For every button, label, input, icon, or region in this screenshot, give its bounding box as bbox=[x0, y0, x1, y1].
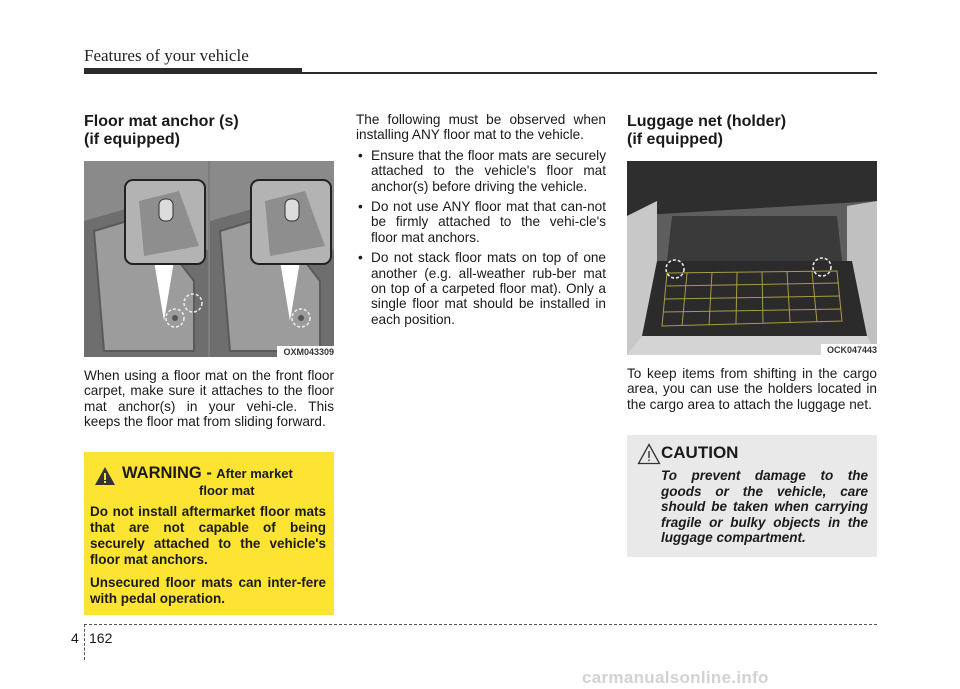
heading-line-1: Floor mat anchor (s) bbox=[84, 113, 239, 130]
figure-code: OCK047443 bbox=[821, 344, 877, 355]
list-item: • Do not use ANY floor mat that can-not be firmly attached to the vehi-cle's floor mat anchors. bbox=[356, 199, 606, 245]
chapter-number: 4 bbox=[71, 630, 79, 646]
caution-box bbox=[627, 435, 877, 557]
warning-triangle-icon bbox=[94, 466, 116, 486]
list-item: • Ensure that the floor mats are securely attached to the vehicle's floor mat anchor(s) before driving the vehicle. bbox=[356, 148, 606, 194]
caution-title: CAUTION bbox=[661, 443, 739, 462]
observe-intro: The following must be observed when installing ANY floor mat to the vehicle. bbox=[356, 112, 606, 143]
heading-line-1: Luggage net (holder) bbox=[627, 113, 787, 130]
caution-body: To prevent damage to the goods or the vehicle, care should be taken when carrying fragile or bulky objects in the luggage compartment. bbox=[661, 468, 868, 546]
section-heading bbox=[84, 113, 334, 149]
warning-paragraph-2: Unsecured floor mats can inter-fere with pedal operation. bbox=[90, 575, 326, 606]
caution-triangle-icon bbox=[637, 443, 661, 465]
warning-subtitle-2: floor mat bbox=[199, 483, 255, 498]
section-heading bbox=[627, 113, 877, 149]
luggage-net-photo bbox=[627, 161, 877, 355]
warning-box bbox=[84, 452, 334, 615]
header-title: Features of your vehicle bbox=[84, 46, 249, 65]
watermark: carmanualsonline.info bbox=[582, 668, 769, 687]
observe-bullet-list bbox=[356, 148, 606, 327]
floor-mat-anchor-section bbox=[84, 113, 334, 430]
warning-header bbox=[94, 464, 293, 499]
warning-body bbox=[90, 504, 326, 614]
luggage-net-section bbox=[627, 113, 877, 412]
floor-mat-anchor-illustration bbox=[84, 161, 334, 357]
floor-mat-anchor-body: When using a floor mat on the front floor carpet, make sure it attaches to the floor mat anchor(s) in your vehi-cle. This keeps the floor mat from sliding forward. bbox=[84, 368, 334, 430]
heading-line-2: (if equipped) bbox=[627, 131, 723, 148]
footer-rule bbox=[84, 624, 877, 625]
footer-divider bbox=[84, 624, 85, 660]
observe-section bbox=[356, 112, 606, 332]
page-number: 162 bbox=[89, 630, 113, 646]
list-item: • Do not stack floor mats on top of one another (e.g. all-weather rub-ber mat on top of a carpeted floor mat). Only a single floor mat should be installed in each position. bbox=[356, 250, 606, 327]
floor-mat-anchor-figure bbox=[84, 161, 334, 357]
luggage-net-figure bbox=[627, 161, 877, 355]
figure-code: OXM043309 bbox=[277, 346, 334, 357]
heading-line-2: (if equipped) bbox=[84, 131, 180, 148]
header-rule bbox=[84, 72, 877, 74]
luggage-net-body: To keep items from shifting in the cargo area, you can use the holders located in the cargo area to attach the luggage net. bbox=[627, 366, 877, 412]
warning-paragraph-1: Do not install aftermarket floor mats that are not capable of being securely attached to the vehicle's floor mat anchors. bbox=[90, 504, 326, 567]
warning-label: WARNING - bbox=[122, 464, 212, 482]
warning-subtitle-1: After market bbox=[216, 466, 293, 481]
